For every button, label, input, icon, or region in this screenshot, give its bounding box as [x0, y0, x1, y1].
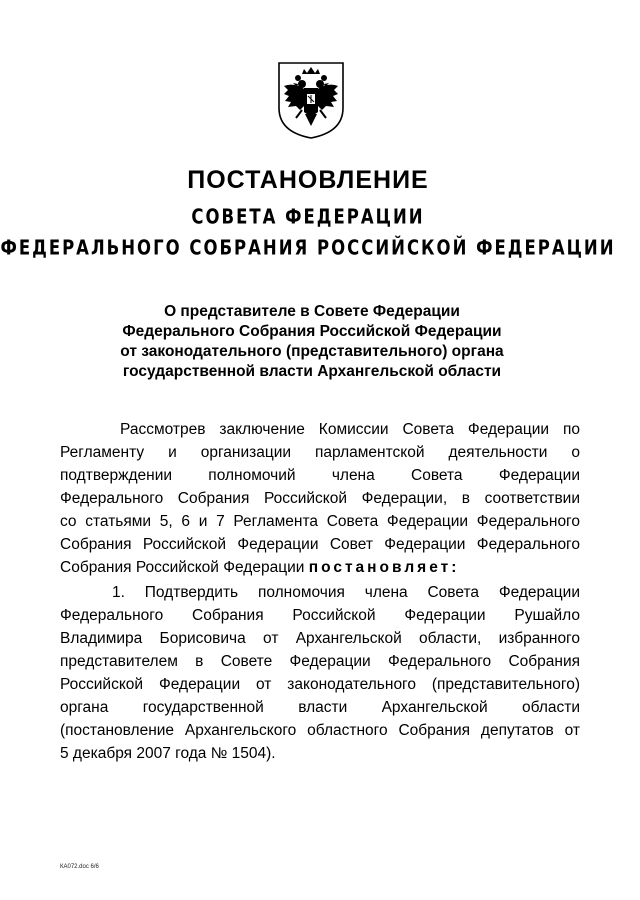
item-1-line: 1. Подтвердить полномочия члена Совета Федерации [112, 584, 580, 601]
preamble-line: Федерального Собрания Российской Федерации, в соответствии [60, 490, 580, 507]
decree-word: постановляет: [308, 559, 460, 576]
item-1-line: представителем в Совете Федерации Федерального Собрания [60, 653, 580, 670]
item-1-line: Российской Федерации от законодательного (представительного) [60, 676, 580, 693]
document-code: КА072.doc 6/6 [60, 864, 99, 870]
coat-of-arms-icon [276, 60, 346, 140]
document-title: ПОСТАНОВЛЕНИЕ [187, 166, 429, 194]
preamble-line: Собрания Российской Федерации Совет Федерации Федерального [60, 536, 580, 553]
preamble-paragraph [60, 418, 580, 579]
preamble-line: со статьями 5, 6 и 7 Регламента Совета Федерации Федерального [60, 513, 580, 530]
preamble-line: подтверждении полномочий члена Совета Федерации [60, 467, 580, 484]
document-subject [70, 302, 554, 382]
issuer-line-1: СОВЕТА ФЕДЕРАЦИИ [191, 204, 425, 229]
item-1-line: Федерального Собрания Российской Федерации Рушайло [60, 607, 580, 624]
preamble-last-text: Собрания Российской Федерации [60, 559, 309, 576]
item-1-paragraph [60, 581, 580, 765]
item-1-line: органа государственной власти Архангельской области [60, 699, 580, 716]
preamble-line: Рассмотрев заключение Комиссии Совета Федерации по [120, 421, 580, 438]
subject-line: О представителе в Совете Федерации [164, 303, 460, 320]
preamble-line [60, 556, 580, 579]
subject-line: Федерального Собрания Российской Федерации [122, 323, 502, 340]
preamble-line: Регламенту и организации парламентской деятельности о [60, 444, 580, 461]
item-1-line: 5 декабря 2007 года № 1504). [60, 745, 276, 762]
subject-line: от законодательного (представительного) органа [120, 343, 504, 360]
item-1-line: (постановление Архангельского областного Собрания депутатов от [60, 722, 580, 739]
item-1-line: Владимира Борисовича от Архангельской области, избранного [60, 630, 580, 647]
issuer-line-2: ФЕДЕРАЛЬНОГО СОБРАНИЯ РОССИЙСКОЙ ФЕДЕРАЦИИ [0, 235, 616, 260]
subject-line: государственной власти Архангельской области [122, 363, 502, 380]
